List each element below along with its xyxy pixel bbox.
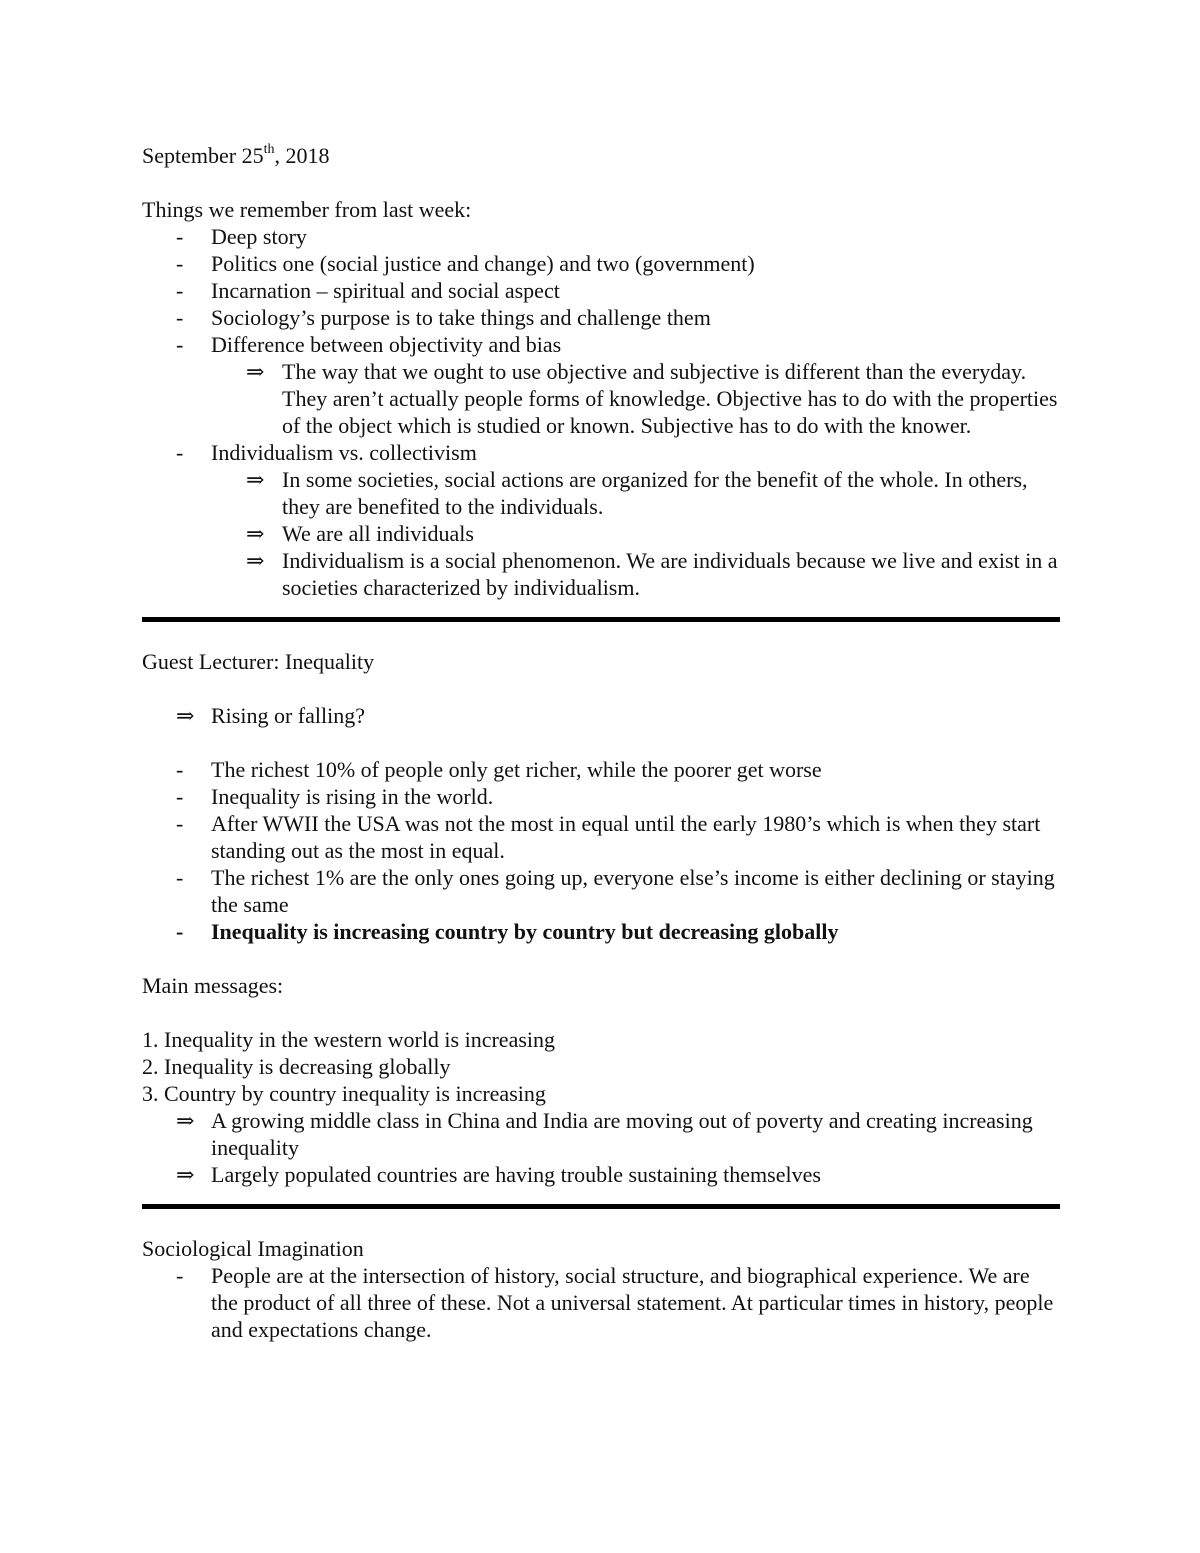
list-item	[142, 1262, 1060, 1343]
list-item-text: Politics one (social justice and change) and two (government)	[211, 251, 755, 276]
list-item-text: Incarnation – spiritual and social aspect	[211, 278, 560, 303]
list-item-text: Deep story	[211, 224, 307, 249]
recap-heading: Things we remember from last week:	[142, 197, 472, 222]
arrow-icon: ⇒	[176, 1108, 195, 1133]
spacer	[142, 675, 1060, 702]
messages-heading: Main messages:	[142, 973, 284, 998]
list-item	[142, 439, 1060, 466]
guest-heading: Guest Lecturer: Inequality	[142, 649, 375, 674]
arrow-icon: ⇒	[246, 521, 265, 546]
spacer	[142, 729, 1060, 756]
list-item-text: The richest 1% are the only ones going up, everyone else’s income is either declining or staying the same	[211, 865, 1055, 917]
dash-bullet: -	[176, 440, 184, 465]
spacer	[142, 169, 1060, 196]
sub-point-text: Largely populated countries are having trouble sustaining themselves	[211, 1162, 821, 1187]
sub-point-text: A growing middle class in China and India are moving out of poverty and creating increasing inequality	[211, 1108, 1033, 1160]
spacer	[142, 622, 1060, 648]
dash-bullet: -	[176, 278, 184, 303]
list-item-text: After WWII the USA was not the most in equal until the early 1980’s which is when they start standing out as the most in equal.	[211, 811, 1041, 863]
list-item-text: Difference between objectivity and bias	[211, 332, 562, 357]
spacer	[142, 601, 1060, 617]
sub-point	[142, 547, 1060, 601]
numbered-item: 3. Country by country inequality is increasing	[142, 1081, 546, 1106]
spacer	[142, 1188, 1060, 1204]
sub-point-text: The way that we ought to use objective and subjective is different than the everyday. They aren’t actually people forms of knowledge. Objective has to do with the properties of the object which is studied or known. Subjective has to do with the knower.	[282, 359, 1058, 438]
sub-point	[142, 358, 1060, 439]
dash-bullet: -	[176, 865, 184, 890]
list-item-text: People are at the intersection of history, social structure, and biographical experience. We are the product of all three of these. Not a universal statement. At particular times in history, people and expectations change.	[211, 1263, 1054, 1342]
sub-point	[142, 520, 1060, 547]
list-item	[142, 756, 1060, 783]
sub-point-text: We are all individuals	[282, 521, 474, 546]
list-item	[142, 250, 1060, 277]
list-item-text: Individualism vs. collectivism	[211, 440, 477, 465]
arrow-icon: ⇒	[246, 548, 265, 573]
date-prefix: September 25	[142, 143, 264, 168]
list-item	[142, 223, 1060, 250]
date-rest: , 2018	[274, 143, 330, 168]
list-item	[142, 783, 1060, 810]
list-item	[142, 277, 1060, 304]
dash-bullet: -	[176, 1263, 184, 1288]
list-item-text: The richest 10% of people only get richer, while the poorer get worse	[211, 757, 822, 782]
list-item-bold	[142, 918, 1060, 945]
list-item	[142, 864, 1060, 918]
arrow-icon: ⇒	[176, 703, 195, 728]
sociological-heading: Sociological Imagination	[142, 1236, 364, 1261]
dash-bullet: -	[176, 251, 184, 276]
list-item-text: Sociology’s purpose is to take things and challenge them	[211, 305, 711, 330]
arrow-icon: ⇒	[246, 359, 265, 384]
list-item	[142, 810, 1060, 864]
arrow-icon: ⇒	[176, 1162, 195, 1187]
dash-bullet: -	[176, 332, 184, 357]
date-suffix: th	[263, 141, 275, 157]
list-item-text: Inequality is increasing country by country but decreasing globally	[211, 919, 839, 944]
dash-bullet: -	[176, 757, 184, 782]
dash-bullet: -	[176, 224, 184, 249]
numbered-item: 1. Inequality in the western world is increasing	[142, 1027, 556, 1052]
spacer	[142, 1209, 1060, 1235]
document-page	[142, 142, 1060, 1343]
question-point	[142, 702, 1060, 729]
question-text: Rising or falling?	[211, 703, 365, 728]
dash-bullet: -	[176, 305, 184, 330]
date-line	[142, 142, 1060, 169]
sub-point-text: In some societies, social actions are organized for the benefit of the whole. In others, they are benefited to the individuals.	[282, 467, 1028, 519]
list-item	[142, 304, 1060, 331]
sub-point-text: Individualism is a social phenomenon. We are individuals because we live and exist in a societies characterized by individualism.	[282, 548, 1058, 600]
dash-bullet: -	[176, 811, 184, 836]
list-item	[142, 331, 1060, 358]
list-item-text: Inequality is rising in the world.	[211, 784, 494, 809]
spacer	[142, 945, 1060, 972]
spacer	[142, 999, 1060, 1026]
sub-point	[142, 1161, 1060, 1188]
dash-bullet: -	[176, 919, 184, 944]
dash-bullet: -	[176, 784, 184, 809]
numbered-item: 2. Inequality is decreasing globally	[142, 1054, 451, 1079]
sub-point	[142, 1107, 1060, 1161]
arrow-icon: ⇒	[246, 467, 265, 492]
sub-point	[142, 466, 1060, 520]
